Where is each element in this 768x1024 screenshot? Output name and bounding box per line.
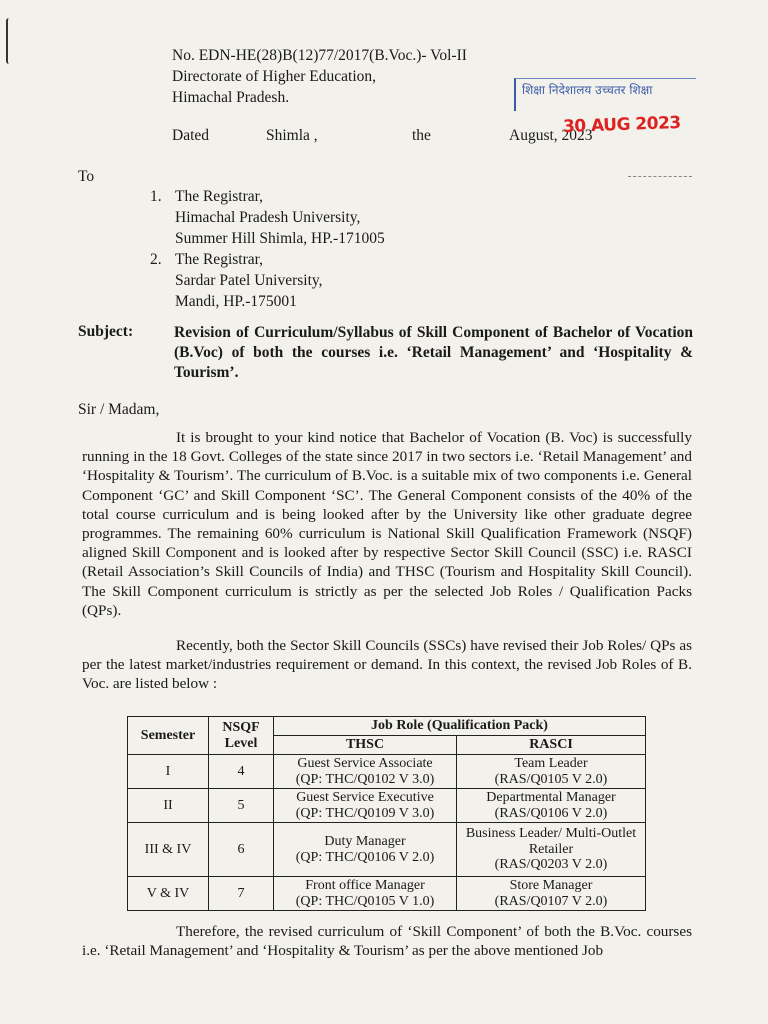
cell-rasci: [457, 877, 646, 911]
office-stamp: [514, 78, 696, 111]
addressee-line: Himachal Pradesh University,: [175, 209, 361, 226]
body-paragraph-2: Recently, both the Sector Skill Councils (SSCs) have revised their Job Roles/ QPs as per the latest market/industries requirement or demand. In this context, the revised Job Roles of B. Voc. are listed below :: [82, 637, 692, 693]
rasci-role: Store Manager: [509, 878, 593, 893]
cell-rasci: [457, 755, 646, 789]
thsc-qp: (QP: THC/Q0105 V 1.0): [295, 893, 435, 909]
rasci-qp: (RAS/Q0106 V 2.0): [494, 805, 608, 821]
reference-number: No. EDN-HE(28)B(12)77/2017(B.Voc.)- Vol-II: [172, 47, 467, 64]
table-row: [128, 755, 646, 789]
stamp-text: शिक्षा निदेशालय उच्चतर शिक्षा: [522, 83, 653, 97]
addressee-list: [150, 186, 385, 312]
subject-label: Subject:: [78, 323, 134, 340]
table-row: [128, 823, 646, 877]
cell-semester: III & IV: [128, 823, 209, 877]
cell-thsc: [274, 789, 457, 823]
rasci-qp: (RAS/Q0203 V 2.0): [494, 857, 608, 873]
header-thsc: THSC: [274, 736, 457, 755]
addressee-number: 1.: [150, 188, 162, 205]
addressee-number: 2.: [150, 251, 162, 268]
stamp-date: 30 AUG 2023: [562, 112, 682, 138]
cell-rasci: [457, 789, 646, 823]
rasci-role: Team Leader: [514, 756, 588, 771]
addressee-line: Summer Hill Shimla, HP.-171005: [175, 230, 385, 247]
addressee-item: [150, 249, 385, 312]
cell-semester: I: [128, 755, 209, 789]
cell-thsc: [274, 877, 457, 911]
thsc-qp: (QP: THC/Q0109 V 3.0): [295, 805, 435, 821]
table-row: [128, 877, 646, 911]
body-paragraph-3: Therefore, the revised curriculum of ‘Skill Component’ of both the B.Voc. courses i.e. ‘Retail Management’ and ‘Hospitality & Tourism’ as per the above mentioned Job: [82, 923, 692, 960]
margin-mark: [6, 18, 14, 64]
addressee-line: Mandi, HP.-175001: [175, 293, 297, 310]
dated-label: Dated: [172, 127, 210, 144]
header-nsqf: NSQF Level: [209, 717, 274, 755]
cell-semester: V & IV: [128, 877, 209, 911]
addressee-item: [150, 186, 385, 249]
cell-thsc: [274, 823, 457, 877]
job-roles-table: [127, 716, 646, 911]
cell-thsc: [274, 755, 457, 789]
rasci-qp: (RAS/Q0105 V 2.0): [494, 771, 608, 787]
header-semester: Semester: [128, 717, 209, 755]
rasci-qp: (RAS/Q0107 V 2.0): [494, 893, 608, 909]
office-state: Himachal Pradesh.: [172, 89, 290, 106]
office-name: Directorate of Higher Education,: [172, 68, 376, 85]
dated-place: Shimla ,: [266, 127, 318, 144]
divider: [628, 176, 692, 177]
header-job-role: Job Role (Qualification Pack): [274, 717, 646, 736]
thsc-qp: (QP: THC/Q0106 V 2.0): [295, 849, 435, 865]
cell-level: 4: [209, 755, 274, 789]
cell-level: 7: [209, 877, 274, 911]
cell-level: 6: [209, 823, 274, 877]
table-row: [128, 789, 646, 823]
letter-header: [172, 45, 467, 108]
salutation: Sir / Madam,: [78, 401, 160, 418]
subject-text: Revision of Curriculum/Syllabus of Skill Component of Bachelor of Vocation (B.Voc) of both the courses i.e. ‘Retail Management’ and ‘Hospitality & Tourism’.: [174, 324, 693, 381]
cell-semester: II: [128, 789, 209, 823]
dated-the: the: [412, 127, 431, 144]
dated-month-year: August, 2023: [509, 127, 593, 144]
thsc-role: Duty Manager: [324, 834, 406, 849]
thsc-qp: (QP: THC/Q0102 V 3.0): [295, 771, 435, 787]
addressee-line: The Registrar,: [175, 188, 264, 205]
cell-rasci: [457, 823, 646, 877]
thsc-role: Front office Manager: [305, 878, 425, 893]
to-label: To: [78, 168, 95, 185]
thsc-role: Guest Service Executive: [296, 790, 434, 805]
thsc-role: Guest Service Associate: [297, 756, 433, 771]
addressee-line: Sardar Patel University,: [175, 272, 323, 289]
header-rasci: RASCI: [457, 736, 646, 755]
rasci-role: Business Leader/ Multi-Outlet Retailer: [465, 826, 637, 857]
body-paragraph-1: It is brought to your kind notice that Bachelor of Vocation (B. Voc) is successfully running in the 18 Govt. Colleges of the state since 2017 in two sectors i.e. ‘Retail Management’ and ‘Hospitality & Tourism’. The curriculum of B.Voc. is a suitable mix of two components i.e. General Component ‘GC’ and Skill Component ‘SC’. The General Component consists of the 40% of the total course curriculum and is being looked after by the University like other graduate degree programmes. The remaining 60% curriculum is National Skill Qualification Framework (NSQF) aligned Skill Component and is looked after by respective Sector Skill Council (SSC) i.e. RASCI (Retail Association’s Skill Councils of India) and THSC (Tourism and Hospitality Skill Council). The Skill Component curriculum is strictly as per the selected Job Roles / Qualification Packs (QPs).: [82, 429, 692, 619]
cell-level: 5: [209, 789, 274, 823]
addressee-line: The Registrar,: [175, 251, 264, 268]
rasci-role: Departmental Manager: [486, 790, 616, 805]
